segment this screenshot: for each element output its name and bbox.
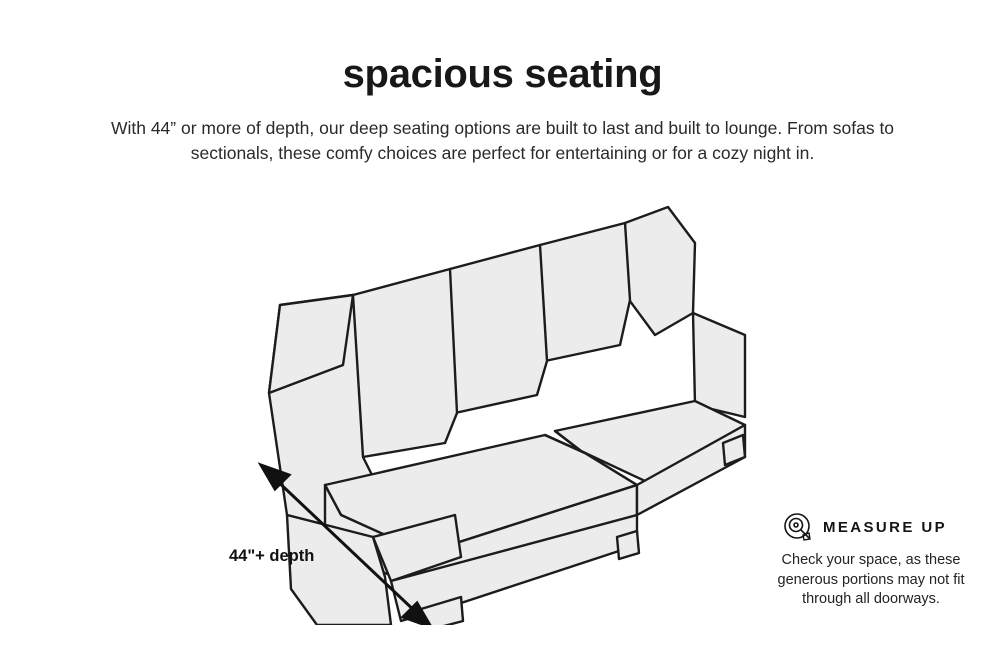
depth-dimension-label: 44"+ depth [229, 547, 315, 565]
measure-up-copy [755, 551, 987, 610]
page-description: With 44” or more of depth, our deep seating options are built to last and built to lounge. From sofas to sectionals, these comfy choices are perfect for entertaining or for a cozy night in. [110, 118, 895, 164]
measure-up-title: MEASURE UP [823, 518, 948, 536]
measure-up-copy-line-2: generous portions may not fit [777, 571, 965, 588]
measure-up-heading [755, 512, 987, 542]
tape-measure-icon [783, 512, 813, 542]
measure-up-copy-line-3: through all doorways. [802, 591, 940, 608]
measure-up-copy-line-1: Check your space, as these [781, 552, 961, 568]
measure-up-block [755, 512, 987, 610]
page-title: spacious seating [342, 52, 663, 96]
